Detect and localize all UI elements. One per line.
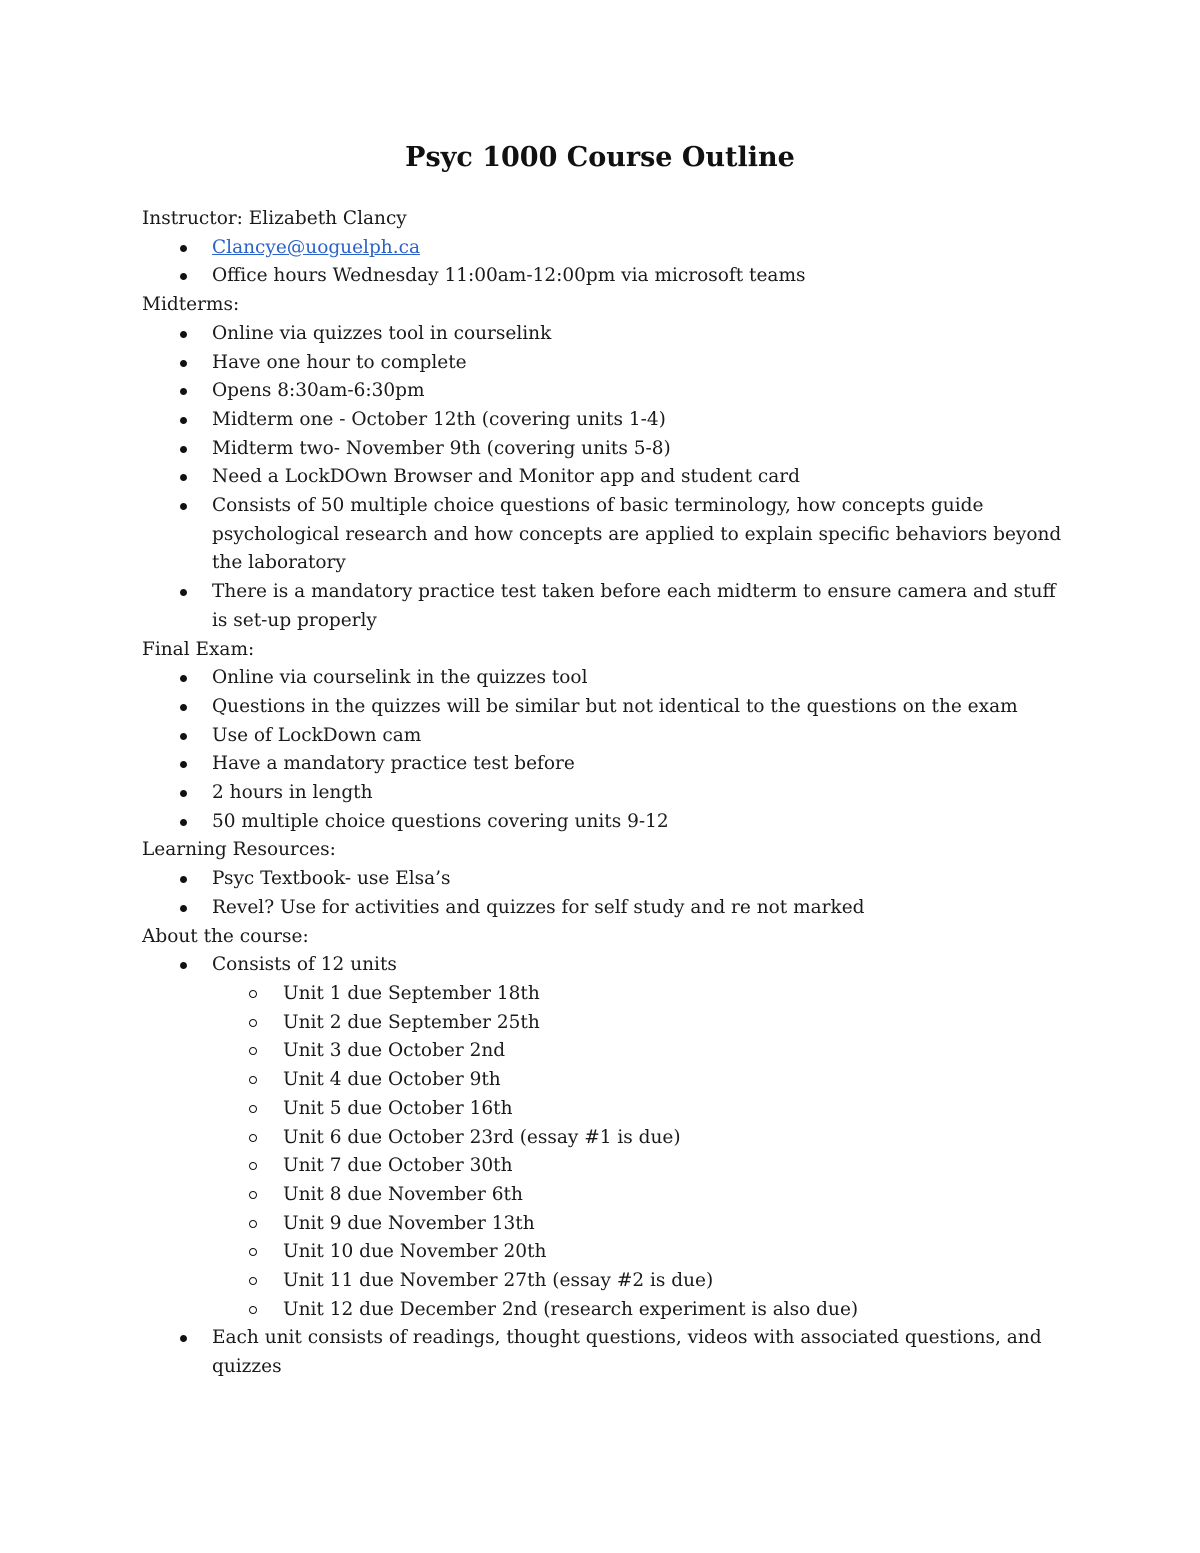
- bullet-icon: [180, 790, 187, 797]
- list-item: [142, 492, 1072, 578]
- unit-item: [212, 1009, 1072, 1038]
- midterms-list: [142, 320, 1072, 636]
- list-item-text: Use of LockDown cam: [212, 724, 422, 746]
- learning-resources-heading: Learning Resources:: [142, 839, 336, 861]
- unit-item: [212, 1210, 1072, 1239]
- unit-text: Unit 11 due November 27th (essay #2 is due): [283, 1270, 714, 1292]
- list-item-text: Revel? Use for activities and quizzes for self study and re not marked: [212, 896, 865, 918]
- unit-item: [212, 1238, 1072, 1267]
- bullet-icon: [180, 1335, 187, 1342]
- unit-contents-text: Each unit consists of readings, thought questions, videos with associated questions, and quizzes: [212, 1327, 1042, 1378]
- bullet-icon: [180, 675, 187, 682]
- final-exam-heading: Final Exam:: [142, 638, 255, 660]
- list-item-text: Online via quizzes tool in courselink: [212, 322, 552, 344]
- bullet-icon: [180, 962, 187, 969]
- unit-text: Unit 7 due October 30th: [283, 1155, 513, 1177]
- list-item: [142, 1324, 1072, 1381]
- bullet-icon: [180, 273, 187, 280]
- bullet-icon: [180, 245, 187, 252]
- list-item: [142, 951, 1072, 1324]
- list-item-text: Have one hour to complete: [212, 351, 467, 373]
- bullet-icon: [180, 446, 187, 453]
- bullet-icon: [180, 905, 187, 912]
- bullet-icon: [180, 331, 187, 338]
- list-item: [142, 406, 1072, 435]
- office-hours-text: Office hours Wednesday 11:00am-12:00pm via microsoft teams: [212, 265, 806, 287]
- bullet-icon: [180, 876, 187, 883]
- midterms-heading: Midterms:: [142, 294, 240, 316]
- list-item: [142, 578, 1072, 635]
- list-item: [142, 808, 1072, 837]
- unit-item: [212, 1296, 1072, 1325]
- list-item-text: Midterm one - October 12th (covering units 1-4): [212, 408, 666, 430]
- circle-bullet-icon: [249, 1047, 257, 1055]
- list-item: [142, 349, 1072, 378]
- unit-item: [212, 1181, 1072, 1210]
- unit-text: Unit 4 due October 9th: [283, 1069, 501, 1091]
- unit-item: [212, 1066, 1072, 1095]
- bullet-icon: [180, 589, 187, 596]
- list-item-text: There is a mandatory practice test taken before each midterm to ensure camera and stuff is set-up properly: [212, 581, 1056, 631]
- list-item-text: Questions in the quizzes will be similar but not identical to the questions on the exam: [212, 695, 1018, 717]
- list-item: [142, 664, 1072, 693]
- bullet-icon: [180, 388, 187, 395]
- unit-item: [212, 1095, 1072, 1124]
- unit-item: [212, 1124, 1072, 1153]
- list-item-text: 50 multiple choice questions covering units 9-12: [212, 810, 669, 832]
- list-item: [142, 320, 1072, 349]
- list-item-text: Have a mandatory practice test before: [212, 753, 575, 775]
- learning-resources-list: [142, 865, 1072, 922]
- list-item: [142, 262, 1072, 291]
- circle-bullet-icon: [249, 990, 257, 998]
- units-intro-text: Consists of 12 units: [212, 954, 397, 976]
- bullet-icon: [180, 503, 187, 510]
- units-list: [212, 980, 1072, 1324]
- circle-bullet-icon: [249, 1076, 257, 1084]
- list-item: [142, 435, 1072, 464]
- circle-bullet-icon: [249, 1162, 257, 1170]
- unit-text: Unit 2 due September 25th: [283, 1011, 540, 1033]
- unit-item: [212, 980, 1072, 1009]
- bullet-icon: [180, 819, 187, 826]
- bullet-icon: [180, 704, 187, 711]
- circle-bullet-icon: [249, 1220, 257, 1228]
- circle-bullet-icon: [249, 1191, 257, 1199]
- list-item-text: Midterm two- November 9th (covering units 5-8): [212, 437, 671, 459]
- instructor-heading: Instructor: Elizabeth Clancy: [142, 208, 407, 229]
- instructor-list: [142, 234, 1072, 291]
- circle-bullet-icon: [249, 1019, 257, 1027]
- about-heading: About the course:: [142, 925, 309, 947]
- list-item-text: Psyc Textbook- use Elsa’s: [212, 868, 451, 890]
- list-item: [142, 377, 1072, 406]
- bullet-icon: [180, 761, 187, 768]
- list-item-text: 2 hours in length: [212, 782, 373, 804]
- unit-item: [212, 1267, 1072, 1296]
- list-item-text: Online via courselink in the quizzes tool: [212, 667, 588, 689]
- unit-text: Unit 1 due September 18th: [283, 982, 540, 1004]
- list-item: [142, 722, 1072, 751]
- list-item: [142, 779, 1072, 808]
- unit-text: Unit 12 due December 2nd (research experiment is also due): [283, 1298, 859, 1320]
- unit-text: Unit 8 due November 6th: [283, 1183, 523, 1205]
- unit-item: [212, 1037, 1072, 1066]
- list-item: [142, 894, 1072, 923]
- final-exam-list: [142, 664, 1072, 836]
- list-item-text: Consists of 50 multiple choice questions of basic terminology, how concepts guide psychological research and how concepts are applied to explain specific behaviors beyond the laboratory: [212, 495, 1062, 574]
- unit-text: Unit 6 due October 23rd (essay #1 is due): [283, 1126, 681, 1148]
- bullet-icon: [180, 733, 187, 740]
- list-item: [142, 234, 1072, 263]
- unit-item: [212, 1152, 1072, 1181]
- bullet-icon: [180, 474, 187, 481]
- circle-bullet-icon: [249, 1248, 257, 1256]
- about-list: [142, 951, 1072, 1382]
- document-body: [142, 205, 1072, 1382]
- list-item: [142, 693, 1072, 722]
- circle-bullet-icon: [249, 1306, 257, 1314]
- list-item: [142, 463, 1072, 492]
- unit-text: Unit 3 due October 2nd: [283, 1040, 506, 1062]
- list-item-text: Need a LockDOwn Browser and Monitor app and student card: [212, 466, 800, 488]
- list-item: [142, 865, 1072, 894]
- unit-text: Unit 10 due November 20th: [283, 1241, 547, 1263]
- unit-text: Unit 9 due November 13th: [283, 1212, 535, 1234]
- circle-bullet-icon: [249, 1105, 257, 1113]
- unit-text: Unit 5 due October 16th: [283, 1097, 513, 1119]
- circle-bullet-icon: [249, 1134, 257, 1142]
- bullet-icon: [180, 417, 187, 424]
- list-item: [142, 750, 1072, 779]
- instructor-email-link[interactable]: Clancye@uoguelph.ca: [212, 236, 420, 258]
- bullet-icon: [180, 360, 187, 367]
- circle-bullet-icon: [249, 1277, 257, 1285]
- document-title: Psyc 1000 Course Outline: [405, 142, 795, 173]
- list-item-text: Opens 8:30am-6:30pm: [212, 380, 425, 402]
